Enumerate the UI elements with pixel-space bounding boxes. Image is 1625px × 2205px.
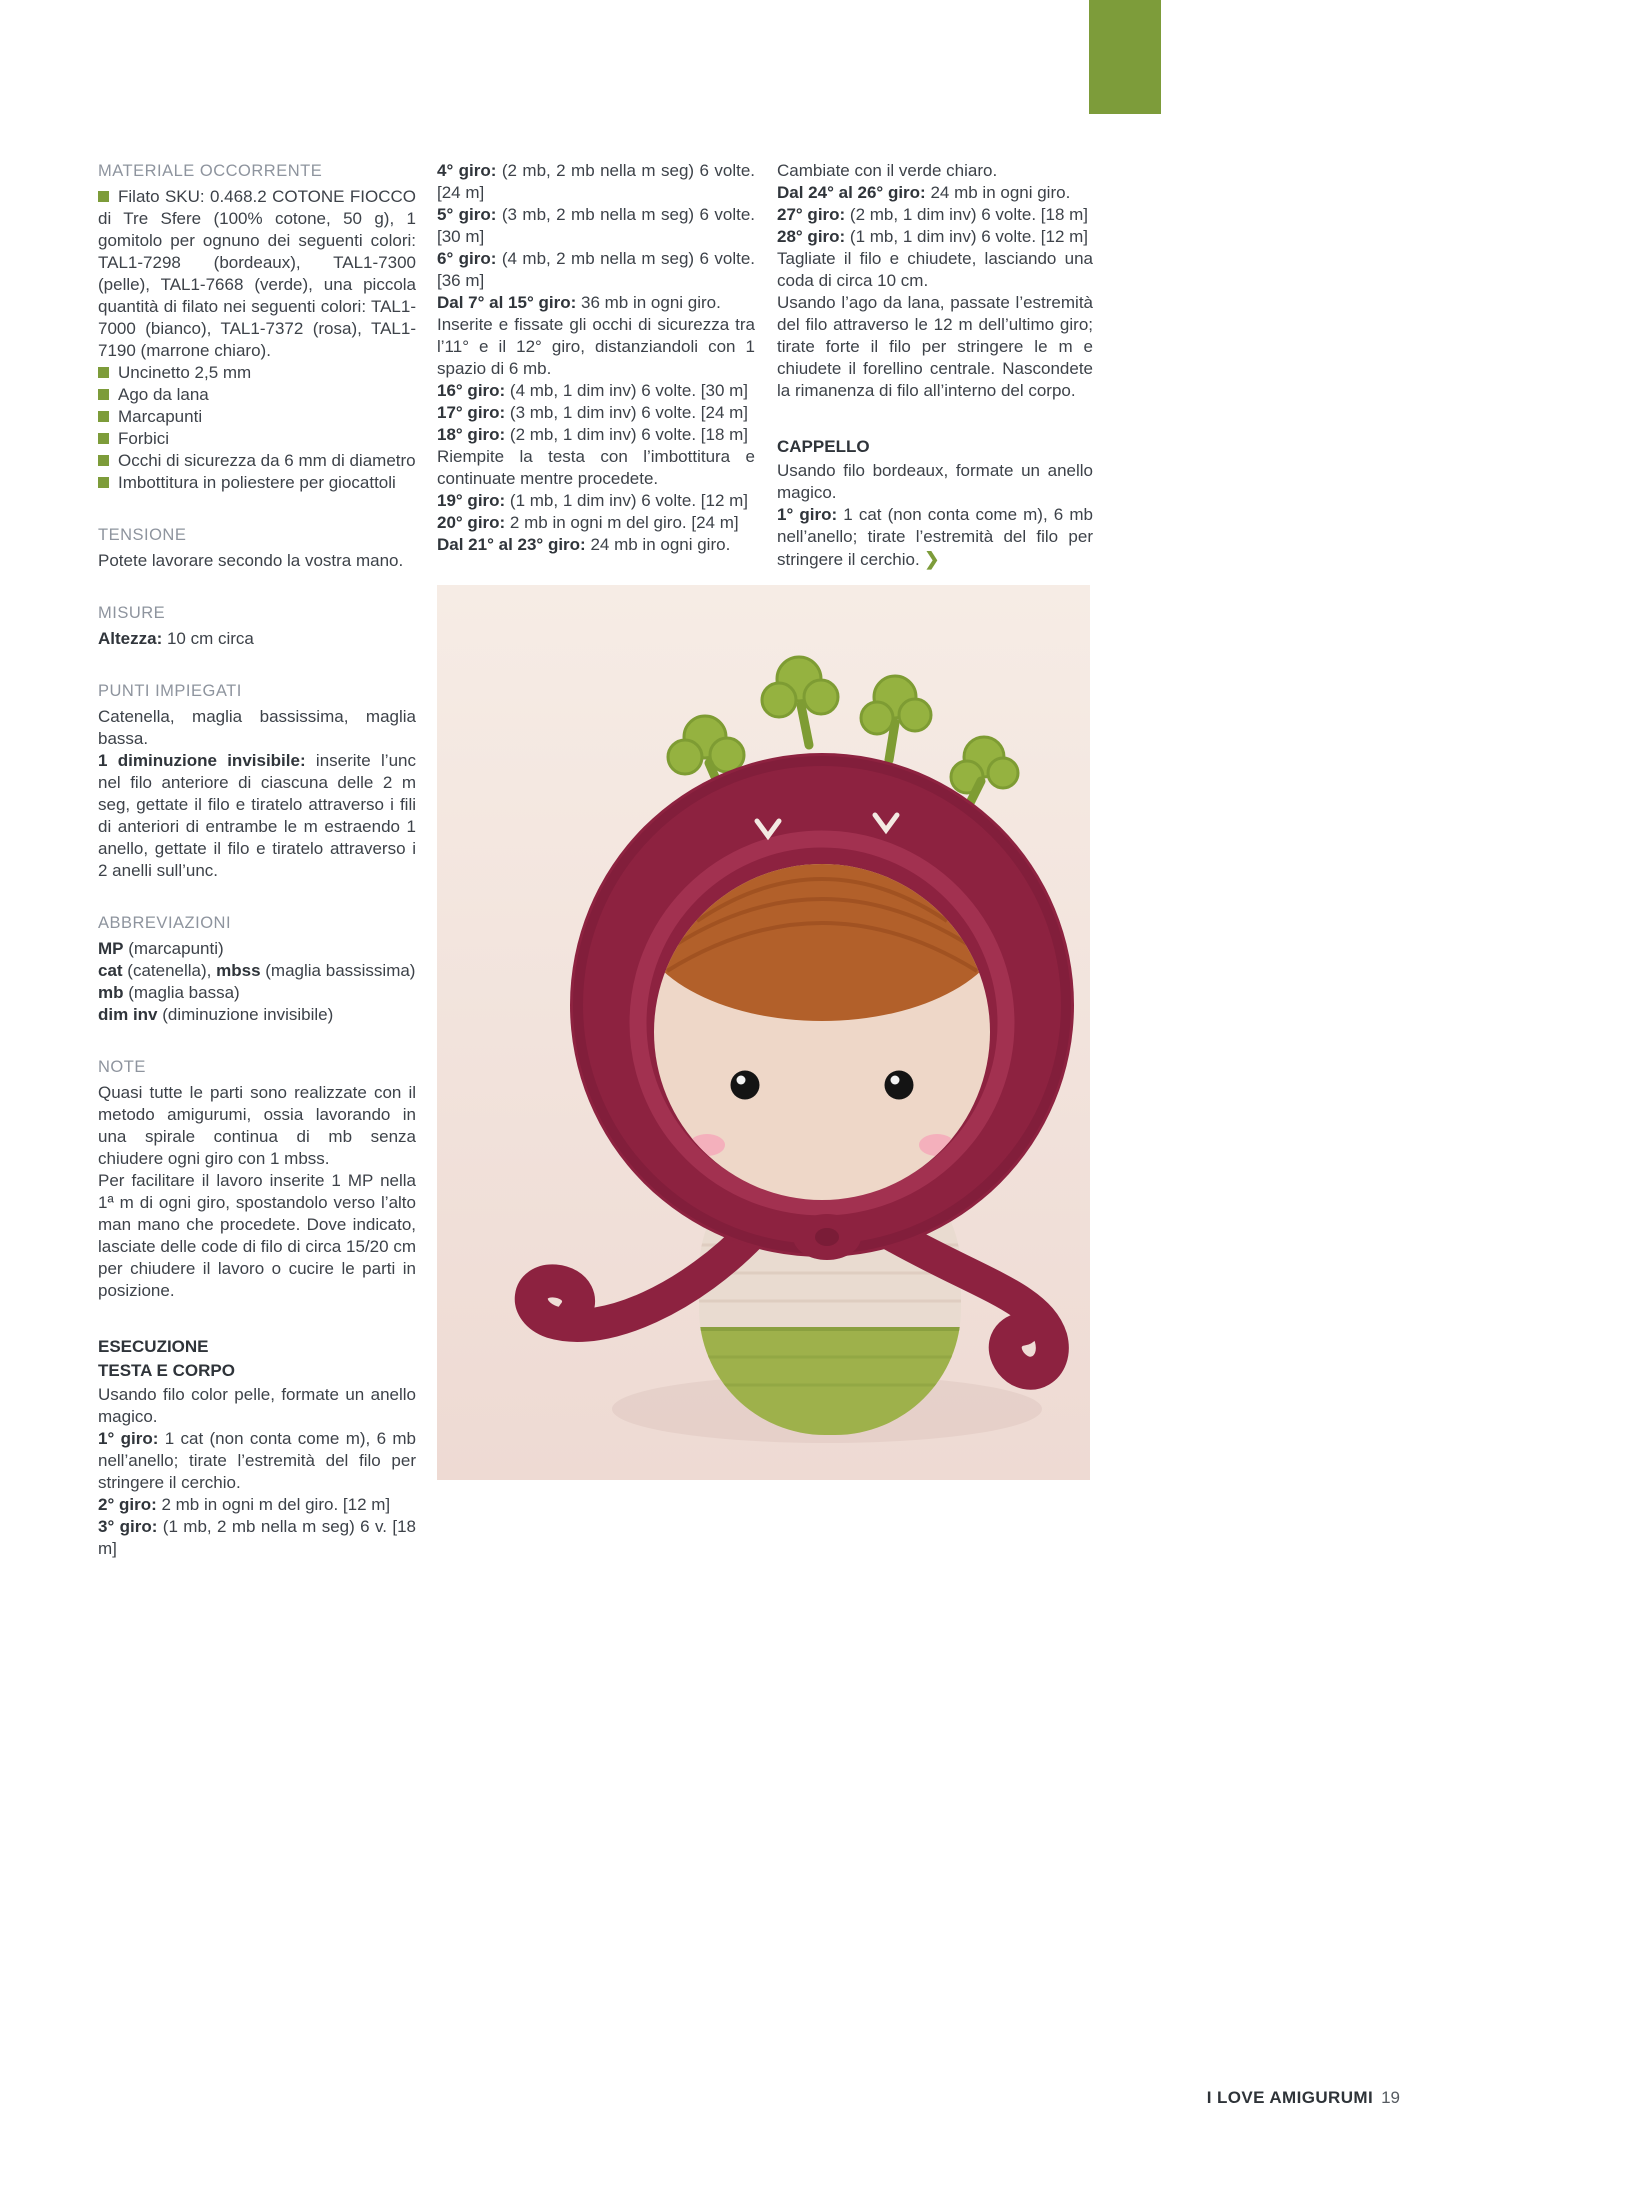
- amigurumi-doll-photo: [437, 585, 1090, 1480]
- bullet-item: Uncinetto 2,5 mm: [98, 362, 416, 384]
- bullet-square-icon: [98, 433, 109, 444]
- paragraph: Potete lavorare secondo la vostra mano.: [98, 551, 404, 570]
- paragraph: 5° giro: (3 mb, 2 mb nella m seg) 6 volte. [30 m]: [437, 205, 755, 246]
- paragraph: 16° giro: (4 mb, 1 dim inv) 6 volte. [30 m]: [437, 381, 749, 400]
- paragraph: 1 diminuzione invisibile: inserite l’unc nel filo anteriore di ciascuna delle 2 m seg, gettate il filo e tiratelo attraverso i fili di anteriori di entrambe le m estraendo 1 anello, gettate il filo e tiratelo attraverso i 2 anelli sull’unc.: [98, 751, 416, 880]
- paragraph: Tagliate il filo e chiudete, lasciando una coda di circa 10 cm.: [777, 249, 1093, 290]
- section-heading: MATERIALE OCCORRENTE: [98, 162, 323, 180]
- section-heading: TESTA E CORPO: [98, 1361, 235, 1380]
- bullet-square-icon: [98, 411, 109, 422]
- section-heading: ABBREVIAZIONI: [98, 914, 232, 932]
- section-heading: TENSIONE: [98, 526, 187, 544]
- paragraph: Usando filo bordeaux, formate un anello magico.: [777, 461, 1093, 502]
- bullet-item: Forbici: [98, 428, 416, 450]
- text-column-3: [777, 160, 1093, 571]
- paragraph: Inserite e fissate gli occhi di sicurezza tra l’11° e il 12° giro, distanziandoli con 1 spazio di 6 mb.: [437, 315, 755, 378]
- paragraph: 2° giro: 2 mb in ogni m del giro. [12 m]: [98, 1495, 391, 1514]
- paragraph: Dal 7° al 15° giro: 36 mb in ogni giro.: [437, 293, 721, 312]
- paragraph: 1° giro: 1 cat (non conta come m), 6 mb nell’anello; tirate l’estremità del filo per stringere il cerchio.: [98, 1429, 416, 1492]
- paragraph: 1° giro: 1 cat (non conta come m), 6 mb nell’anello; tirate l’estremità del filo per stringere il cerchio. ❯: [777, 505, 1093, 569]
- section-heading: MISURE: [98, 604, 166, 622]
- paragraph: Altezza: 10 cm circa: [98, 629, 254, 648]
- bullet-square-icon: [98, 477, 109, 488]
- doll-illustration: [437, 585, 1090, 1480]
- bullet-square-icon: [98, 455, 109, 466]
- section-heading: ESECUZIONE: [98, 1337, 209, 1356]
- paragraph: Catenella, maglia bassissima, maglia bassa.: [98, 707, 416, 748]
- bullet-square-icon: [98, 389, 109, 400]
- bullet-item: Occhi di sicurezza da 6 mm di diametro: [98, 450, 416, 472]
- paragraph: 28° giro: (1 mb, 1 dim inv) 6 volte. [12 m]: [777, 227, 1089, 246]
- paragraph: cat (catenella), mbss (maglia bassissima): [98, 961, 416, 980]
- right-eye: [885, 1071, 914, 1100]
- paragraph: Usando l’ago da lana, passate l’estremità del filo attraverso le 12 m dell’ultimo giro; tirate forte il filo per stringere le m e chiudete il forellino centrale. Nascondete la rimanenza di filo all’interno del corpo.: [777, 293, 1093, 400]
- text-column-2: [437, 160, 755, 556]
- paragraph: 3° giro: (1 mb, 2 mb nella m seg) 6 v. [18 m]: [98, 1517, 416, 1558]
- bullet-square-icon: [98, 191, 109, 202]
- paragraph: Riempite la testa con l’imbottitura e continuate mentre procedete.: [437, 447, 755, 488]
- paragraph: Dal 24° al 26° giro: 24 mb in ogni giro.: [777, 183, 1071, 202]
- paragraph: mb (maglia bassa): [98, 983, 240, 1002]
- paragraph: 6° giro: (4 mb, 2 mb nella m seg) 6 volte. [36 m]: [437, 249, 755, 290]
- section-heading: PUNTI IMPIEGATI: [98, 682, 242, 700]
- paragraph: 4° giro: (2 mb, 2 mb nella m seg) 6 volte. [24 m]: [437, 161, 755, 202]
- bullet-item: Imbottitura in poliestere per giocattoli: [98, 472, 416, 494]
- paragraph: Dal 21° al 23° giro: 24 mb in ogni giro.: [437, 535, 731, 554]
- paragraph: 17° giro: (3 mb, 1 dim inv) 6 volte. [24 m]: [437, 403, 749, 422]
- paragraph: Per facilitare il lavoro inserite 1 MP nella 1ª m di ogni giro, spostandolo verso l’alto man mano che procedete. Dove indicato, lasciate delle code di filo di circa 15/20 cm per chiudere il lavoro o cucire le parti in posizione.: [98, 1171, 416, 1300]
- paragraph: 19° giro: (1 mb, 1 dim inv) 6 volte. [12 m]: [437, 491, 749, 510]
- paragraph: MP (marcapunti): [98, 939, 224, 958]
- magazine-brand: I LOVE AMIGURUMI: [1206, 2088, 1374, 2107]
- paragraph: Quasi tutte le parti sono realizzate con il metodo amigurumi, ossia lavorando in una spirale continua di mb senza chiudere ogni giro con 1 mbss.: [98, 1083, 416, 1168]
- left-eye: [731, 1071, 760, 1100]
- section-heading: CAPPELLO: [777, 437, 870, 456]
- bullet-square-icon: [98, 367, 109, 378]
- bullet-item: Filato SKU: 0.468.2 COTONE FIOCCO di Tre Sfere (100% cotone, 50 g), 1 gomitolo per ognuno dei seguenti colori: TAL1-7298 (bordeaux), TAL1-7300 (pelle), TAL1-7668 (verde), una piccola quantità di filato nei seguenti colori: TAL1-7000 (bianco), TAL1-7372 (rosa), TAL1-7190 (marrone chiaro).: [98, 187, 416, 360]
- page-number: 19: [1381, 2088, 1400, 2107]
- section-heading: NOTE: [98, 1058, 146, 1076]
- paragraph: Cambiate con il verde chiaro.: [777, 161, 998, 180]
- paragraph: 27° giro: (2 mb, 1 dim inv) 6 volte. [18 m]: [777, 205, 1089, 224]
- paragraph: Usando filo color pelle, formate un anello magico.: [98, 1385, 416, 1426]
- paragraph: 20° giro: 2 mb in ogni m del giro. [24 m]: [437, 513, 739, 532]
- paragraph: 18° giro: (2 mb, 1 dim inv) 6 volte. [18 m]: [437, 425, 749, 444]
- paragraph: dim inv (diminuzione invisibile): [98, 1005, 334, 1024]
- text-column-1: [98, 160, 416, 1560]
- corner-accent-block: [1089, 0, 1161, 114]
- continue-chevron-icon: ❯: [924, 549, 940, 569]
- bullet-item: Ago da lana: [98, 384, 416, 406]
- bullet-item: Marcapunti: [98, 406, 416, 428]
- page-footer: [98, 2088, 1400, 2108]
- hood-knot: [793, 1214, 861, 1260]
